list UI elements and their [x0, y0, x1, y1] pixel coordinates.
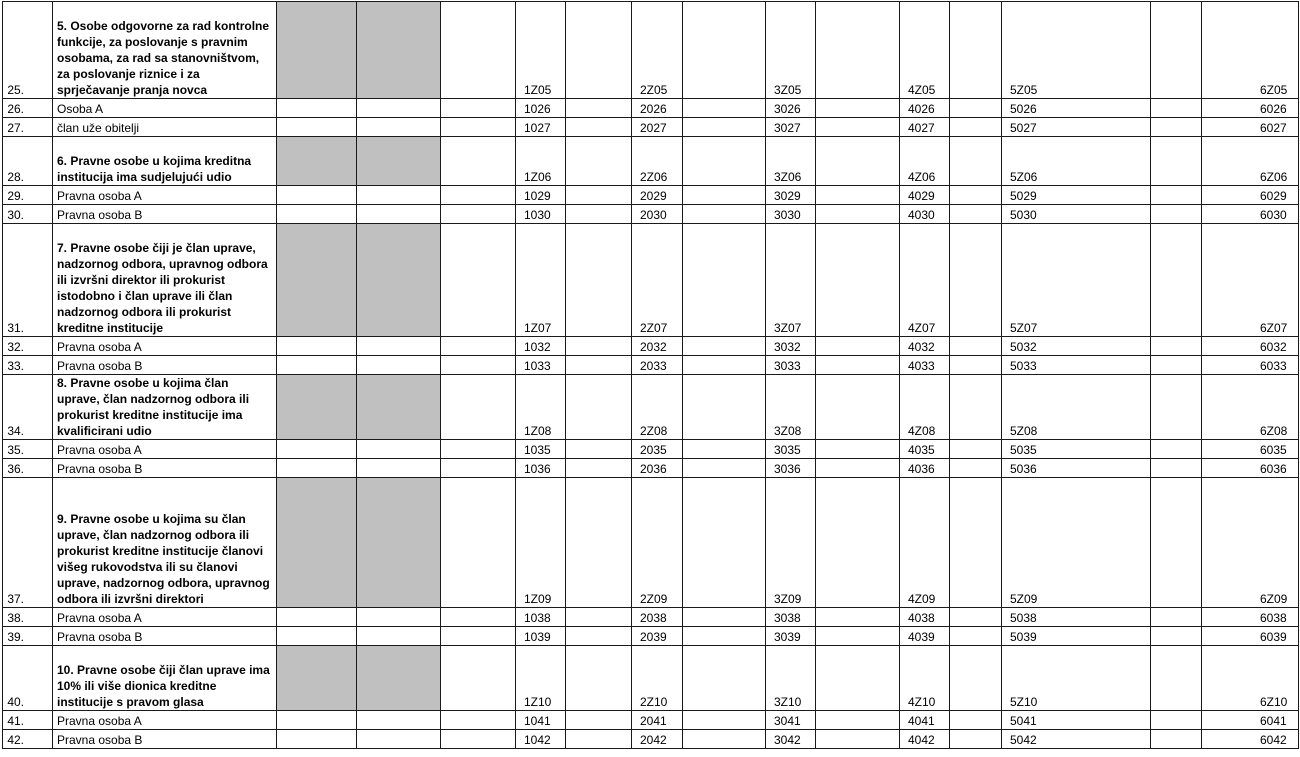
row-label: 6. Pravne osobe u kojima kreditna institucija ima sudjelujući udio [53, 137, 277, 186]
cell-code-6: 6039 [1151, 627, 1202, 646]
table-row [3, 337, 1299, 356]
input-cell-1 [277, 337, 357, 356]
spacer-cell [566, 356, 632, 375]
input-cell-1 [277, 478, 357, 608]
spacer-cell [816, 459, 900, 478]
row-number: 40. [3, 646, 53, 711]
cell-code-5: 5029 [1002, 186, 1151, 205]
input-cell-2 [357, 205, 441, 224]
cell-code-2: 2042 [632, 730, 683, 749]
cell-code-5: 5035 [1002, 440, 1151, 459]
cell-code-4: 4Z07 [900, 224, 950, 337]
cell-code-6: 6Z07 [1151, 224, 1202, 337]
cell-code-1: 1Z09 [516, 478, 566, 608]
cell-code-1: 1027 [516, 118, 566, 137]
input-cell-1 [277, 730, 357, 749]
report-table [2, 1, 1299, 749]
input-cell-3 [441, 459, 516, 478]
cell-code-6: 6Z10 [1151, 646, 1202, 711]
row-label: Pravna osoba A [53, 711, 277, 730]
cell-code-1: 1029 [516, 186, 566, 205]
cell-code-2: 2Z06 [632, 137, 683, 186]
spacer-cell [816, 627, 900, 646]
spacer-cell [950, 627, 1002, 646]
table-row [3, 711, 1299, 730]
spacer-cell [950, 711, 1002, 730]
spacer-cell [683, 186, 766, 205]
section-header-row [3, 646, 1299, 711]
spacer-cell [683, 459, 766, 478]
row-label: 7. Pravne osobe čiji je član uprave, nadzornog odbora, upravnog odbora ili izvršni direktor ili prokurist istodobno i član uprave ili član nadzornog odbora ili prokurist kreditne institucije [53, 224, 277, 337]
spacer-cell [950, 137, 1002, 186]
cell-code-1: 1Z08 [516, 375, 566, 440]
input-cell-1 [277, 186, 357, 205]
input-cell-1 [277, 118, 357, 137]
spacer-cell [683, 2, 766, 99]
cell-code-1: 1042 [516, 730, 566, 749]
spacer-cell [566, 478, 632, 608]
row-label: član uže obitelji [53, 118, 277, 137]
cell-code-6: 6Z05 [1151, 2, 1202, 99]
input-cell-3 [441, 186, 516, 205]
spacer-cell [683, 118, 766, 137]
cell-code-4: 4Z06 [900, 137, 950, 186]
input-cell-2 [357, 440, 441, 459]
table-row [3, 118, 1299, 137]
cell-code-3: 3036 [766, 459, 816, 478]
row-label: Pravna osoba B [53, 730, 277, 749]
input-cell-3 [441, 118, 516, 137]
row-label: Pravna osoba A [53, 186, 277, 205]
table-row [3, 356, 1299, 375]
spacer-cell [950, 186, 1002, 205]
input-cell-2 [357, 99, 441, 118]
row-label: 8. Pravne osobe u kojima član uprave, član nadzornog odbora ili prokurist kreditne institucije ima kvalificirani udio [53, 375, 277, 440]
cell-code-4: 4042 [900, 730, 950, 749]
spacer-cell [566, 375, 632, 440]
input-cell-2 [357, 186, 441, 205]
input-cell-1 [277, 205, 357, 224]
cell-code-6: 6036 [1151, 459, 1202, 478]
row-number: 38. [3, 608, 53, 627]
cell-code-6: 6026 [1151, 99, 1202, 118]
spacer-cell [950, 99, 1002, 118]
cell-code-5: 5026 [1002, 99, 1151, 118]
spacer-cell [683, 224, 766, 337]
spacer-cell [816, 478, 900, 608]
cell-code-4: 4027 [900, 118, 950, 137]
cell-code-5: 5039 [1002, 627, 1151, 646]
input-cell-3 [441, 711, 516, 730]
spacer-cell [950, 730, 1002, 749]
spacer-cell [950, 459, 1002, 478]
cell-code-5: 5Z09 [1002, 478, 1151, 608]
spacer-cell [816, 118, 900, 137]
cell-code-5: 5042 [1002, 730, 1151, 749]
input-cell-1 [277, 627, 357, 646]
cell-code-4: 4039 [900, 627, 950, 646]
input-cell-3 [441, 356, 516, 375]
cell-code-6: 6041 [1151, 711, 1202, 730]
cell-code-6: 6033 [1151, 356, 1202, 375]
spacer-cell [816, 137, 900, 186]
spacer-cell [683, 137, 766, 186]
cell-code-4: 4033 [900, 356, 950, 375]
input-cell-3 [441, 375, 516, 440]
cell-code-2: 2039 [632, 627, 683, 646]
cell-code-1: 1035 [516, 440, 566, 459]
cell-code-2: 2Z05 [632, 2, 683, 99]
cell-code-6: 6038 [1151, 608, 1202, 627]
section-header-row [3, 2, 1299, 99]
cell-code-2: 2Z07 [632, 224, 683, 337]
cell-code-6: 6Z06 [1151, 137, 1202, 186]
input-cell-2 [357, 646, 441, 711]
trailing-cell [1202, 478, 1299, 608]
input-cell-1 [277, 224, 357, 337]
spacer-cell [566, 2, 632, 99]
cell-code-4: 4030 [900, 205, 950, 224]
cell-code-1: 1Z07 [516, 224, 566, 337]
spacer-cell [816, 356, 900, 375]
cell-code-2: 2036 [632, 459, 683, 478]
row-number: 41. [3, 711, 53, 730]
spacer-cell [683, 205, 766, 224]
input-cell-2 [357, 608, 441, 627]
cell-code-1: 1032 [516, 337, 566, 356]
cell-code-5: 5Z08 [1002, 375, 1151, 440]
cell-code-2: 2027 [632, 118, 683, 137]
spacer-cell [950, 646, 1002, 711]
cell-code-2: 2041 [632, 711, 683, 730]
spacer-cell [683, 478, 766, 608]
table-row [3, 627, 1299, 646]
cell-code-3: 3Z06 [766, 137, 816, 186]
spacer-cell [950, 356, 1002, 375]
spacer-cell [816, 224, 900, 337]
spacer-cell [566, 337, 632, 356]
input-cell-2 [357, 2, 441, 99]
input-cell-1 [277, 459, 357, 478]
cell-code-2: 2030 [632, 205, 683, 224]
spacer-cell [816, 337, 900, 356]
cell-code-2: 2Z10 [632, 646, 683, 711]
spacer-cell [566, 711, 632, 730]
cell-code-2: 2032 [632, 337, 683, 356]
cell-code-3: 3032 [766, 337, 816, 356]
cell-code-6: 6029 [1151, 186, 1202, 205]
spacer-cell [816, 2, 900, 99]
spacer-cell [950, 337, 1002, 356]
input-cell-1 [277, 711, 357, 730]
cell-code-1: 1036 [516, 459, 566, 478]
cell-code-3: 3Z08 [766, 375, 816, 440]
row-number: 42. [3, 730, 53, 749]
cell-code-3: 3027 [766, 118, 816, 137]
cell-code-1: 1Z06 [516, 137, 566, 186]
row-number: 34. [3, 375, 53, 440]
row-label: Pravna osoba A [53, 337, 277, 356]
cell-code-5: 5038 [1002, 608, 1151, 627]
input-cell-3 [441, 478, 516, 608]
section-header-row [3, 375, 1299, 440]
section-header-row [3, 224, 1299, 337]
table-row [3, 186, 1299, 205]
row-label: Pravna osoba A [53, 440, 277, 459]
spacer-cell [566, 646, 632, 711]
input-cell-3 [441, 730, 516, 749]
cell-code-1: 1033 [516, 356, 566, 375]
spacer-cell [816, 730, 900, 749]
spacer-cell [816, 375, 900, 440]
cell-code-3: 3042 [766, 730, 816, 749]
input-cell-3 [441, 205, 516, 224]
spacer-cell [950, 375, 1002, 440]
spacer-cell [683, 440, 766, 459]
cell-code-5: 5027 [1002, 118, 1151, 137]
spacer-cell [566, 627, 632, 646]
cell-code-3: 3039 [766, 627, 816, 646]
cell-code-4: 4Z09 [900, 478, 950, 608]
cell-code-6: 6Z08 [1151, 375, 1202, 440]
input-cell-1 [277, 356, 357, 375]
cell-code-1: 1039 [516, 627, 566, 646]
table-row [3, 608, 1299, 627]
row-number: 25. [3, 2, 53, 99]
row-number: 37. [3, 478, 53, 608]
input-cell-1 [277, 608, 357, 627]
input-cell-1 [277, 375, 357, 440]
row-number: 31. [3, 224, 53, 337]
spacer-cell [566, 730, 632, 749]
cell-code-5: 5Z07 [1002, 224, 1151, 337]
spacer-cell [683, 99, 766, 118]
input-cell-3 [441, 137, 516, 186]
input-cell-3 [441, 646, 516, 711]
cell-code-2: 2026 [632, 99, 683, 118]
spacer-cell [816, 711, 900, 730]
spacer-cell [950, 440, 1002, 459]
cell-code-4: 4Z05 [900, 2, 950, 99]
spacer-cell [566, 608, 632, 627]
row-label: 9. Pravne osobe u kojima su član uprave, član nadzornog odbora ili prokurist kreditne institucije članovi višeg rukovodstva ili su članovi uprave, nadzornog odbora, upravnog odbora ili izvršni direktori [53, 478, 277, 608]
input-cell-2 [357, 375, 441, 440]
cell-code-5: 5Z10 [1002, 646, 1151, 711]
spacer-cell [683, 608, 766, 627]
spacer-cell [950, 2, 1002, 99]
cell-code-3: 3030 [766, 205, 816, 224]
cell-code-6: 6042 [1151, 730, 1202, 749]
cell-code-1: 1026 [516, 99, 566, 118]
spacer-cell [816, 440, 900, 459]
cell-code-3: 3041 [766, 711, 816, 730]
input-cell-3 [441, 337, 516, 356]
cell-code-1: 1Z10 [516, 646, 566, 711]
spacer-cell [950, 224, 1002, 337]
input-cell-1 [277, 2, 357, 99]
input-cell-2 [357, 356, 441, 375]
cell-code-6: 6027 [1151, 118, 1202, 137]
input-cell-2 [357, 730, 441, 749]
spacer-cell [683, 356, 766, 375]
cell-code-4: 4036 [900, 459, 950, 478]
table-row [3, 205, 1299, 224]
spacer-cell [566, 440, 632, 459]
cell-code-3: 3029 [766, 186, 816, 205]
section-header-row [3, 478, 1299, 608]
input-cell-1 [277, 646, 357, 711]
cell-code-3: 3033 [766, 356, 816, 375]
table-row [3, 99, 1299, 118]
cell-code-3: 3Z05 [766, 2, 816, 99]
cell-code-1: 1041 [516, 711, 566, 730]
cell-code-5: 5036 [1002, 459, 1151, 478]
cell-code-2: 2Z08 [632, 375, 683, 440]
cell-code-4: 4Z08 [900, 375, 950, 440]
spacer-cell [566, 205, 632, 224]
spacer-cell [566, 186, 632, 205]
cell-code-4: 4035 [900, 440, 950, 459]
spacer-cell [816, 646, 900, 711]
cell-code-4: 4026 [900, 99, 950, 118]
input-cell-3 [441, 627, 516, 646]
input-cell-2 [357, 478, 441, 608]
row-number: 36. [3, 459, 53, 478]
row-number: 39. [3, 627, 53, 646]
input-cell-2 [357, 459, 441, 478]
cell-code-6: 6032 [1151, 337, 1202, 356]
cell-code-3: 3035 [766, 440, 816, 459]
section-header-row [3, 137, 1299, 186]
cell-code-3: 3Z10 [766, 646, 816, 711]
spacer-cell [683, 711, 766, 730]
table-row [3, 459, 1299, 478]
spacer-cell [566, 118, 632, 137]
row-number: 28. [3, 137, 53, 186]
cell-code-3: 3Z09 [766, 478, 816, 608]
spacer-cell [683, 627, 766, 646]
spacer-cell [683, 337, 766, 356]
spacer-cell [566, 99, 632, 118]
cell-code-6: 6Z09 [1151, 478, 1202, 608]
row-label: Pravna osoba A [53, 608, 277, 627]
spacer-cell [950, 205, 1002, 224]
cell-code-6: 6030 [1151, 205, 1202, 224]
table-row [3, 440, 1299, 459]
spacer-cell [950, 478, 1002, 608]
row-number: 35. [3, 440, 53, 459]
cell-code-3: 3Z07 [766, 224, 816, 337]
cell-code-4: 4032 [900, 337, 950, 356]
cell-code-2: 2035 [632, 440, 683, 459]
cell-code-3: 3026 [766, 99, 816, 118]
table-body [3, 2, 1299, 749]
cell-code-6: 6035 [1151, 440, 1202, 459]
cell-code-1: 1030 [516, 205, 566, 224]
input-cell-2 [357, 337, 441, 356]
row-label: 10. Pravne osobe čiji član uprave ima 10% ili više dionica kreditne institucije s pravom glasa [53, 646, 277, 711]
cell-code-5: 5Z06 [1002, 137, 1151, 186]
cell-code-5: 5Z05 [1002, 2, 1151, 99]
spacer-cell [683, 646, 766, 711]
cell-code-5: 5032 [1002, 337, 1151, 356]
cell-code-3: 3038 [766, 608, 816, 627]
row-number: 33. [3, 356, 53, 375]
row-label: Osoba A [53, 99, 277, 118]
cell-code-4: 4029 [900, 186, 950, 205]
cell-code-4: 4Z10 [900, 646, 950, 711]
row-number: 32. [3, 337, 53, 356]
spacer-cell [816, 99, 900, 118]
input-cell-3 [441, 440, 516, 459]
row-label: Pravna osoba B [53, 356, 277, 375]
spacer-cell [950, 118, 1002, 137]
input-cell-3 [441, 99, 516, 118]
spacer-cell [816, 205, 900, 224]
row-number: 29. [3, 186, 53, 205]
spacer-cell [816, 608, 900, 627]
spacer-cell [816, 186, 900, 205]
input-cell-1 [277, 440, 357, 459]
row-label: 5. Osobe odgovorne za rad kontrolne funkcije, za poslovanje s pravnim osobama, za rad sa stanovništvom, za poslovanje riznice i za sprječavanje pranja novca [53, 2, 277, 99]
spacer-cell [566, 224, 632, 337]
input-cell-3 [441, 608, 516, 627]
input-cell-3 [441, 2, 516, 99]
cell-code-4: 4041 [900, 711, 950, 730]
cell-code-1: 1Z05 [516, 2, 566, 99]
cell-code-4: 4038 [900, 608, 950, 627]
row-number: 26. [3, 99, 53, 118]
cell-code-2: 2038 [632, 608, 683, 627]
input-cell-2 [357, 711, 441, 730]
input-cell-2 [357, 118, 441, 137]
input-cell-2 [357, 224, 441, 337]
row-label: Pravna osoba B [53, 459, 277, 478]
cell-code-2: 2029 [632, 186, 683, 205]
cell-code-2: 2033 [632, 356, 683, 375]
input-cell-3 [441, 224, 516, 337]
input-cell-2 [357, 627, 441, 646]
row-label: Pravna osoba B [53, 205, 277, 224]
input-cell-1 [277, 137, 357, 186]
spacer-cell [566, 459, 632, 478]
spacer-cell [683, 730, 766, 749]
spacer-cell [683, 375, 766, 440]
row-number: 27. [3, 118, 53, 137]
cell-code-1: 1038 [516, 608, 566, 627]
cell-code-5: 5041 [1002, 711, 1151, 730]
row-label: Pravna osoba B [53, 627, 277, 646]
cell-code-5: 5033 [1002, 356, 1151, 375]
input-cell-2 [357, 137, 441, 186]
cell-code-2: 2Z09 [632, 478, 683, 608]
table-row [3, 730, 1299, 749]
input-cell-1 [277, 99, 357, 118]
row-number: 30. [3, 205, 53, 224]
spacer-cell [566, 137, 632, 186]
cell-code-5: 5030 [1002, 205, 1151, 224]
spacer-cell [950, 608, 1002, 627]
